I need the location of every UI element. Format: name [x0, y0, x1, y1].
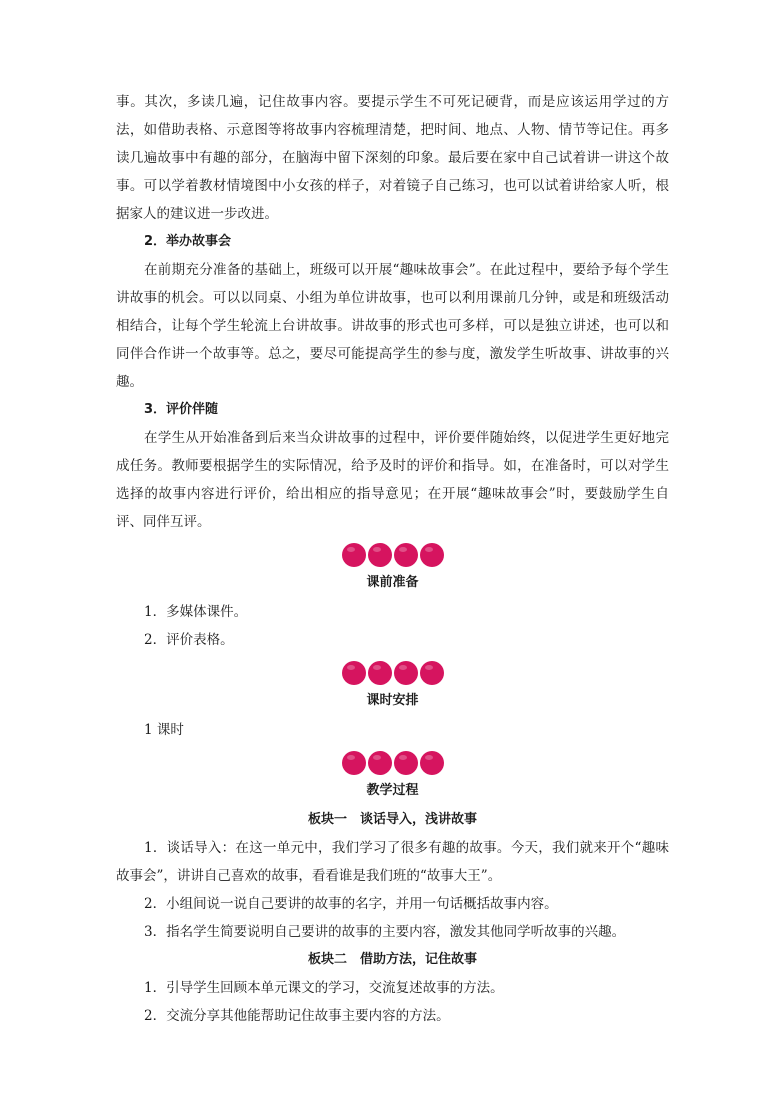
section-title-prep: 课前准备	[366, 575, 419, 590]
dot-icon	[342, 661, 366, 685]
section-prep	[116, 542, 669, 598]
block2-item: 1．引导学生回顾本单元课文的学习，交流复述故事的方法。	[144, 980, 504, 996]
intro-paragraph: 事。其次，多读几遍，记住故事内容。要提示学生不可死记硬背，而是应该运用学过的方法，如借助表格、示意图等将故事内容梳理清楚，把时间、地点、人物、情节等记住。再多读几遍故事中有趣的部分，在脑海中留下深刻的印象。最后要在家中自己试着讲一讲这个故事。可以学着教材情境图中小女孩的样子，对着镜子自己练习，也可以试着讲给家人听，根据家人的建议进一步改进。	[116, 94, 669, 222]
heading-evaluation: 3．评价伴随	[144, 402, 219, 417]
dot-icon	[420, 543, 444, 567]
dot-icon	[394, 543, 418, 567]
prep-item: 2．评价表格。	[144, 632, 234, 648]
schedule-text: 1 课时	[144, 722, 184, 738]
document-body	[116, 88, 669, 1030]
dot-icon	[368, 751, 392, 775]
block1-item: 1．谈话导入：在这一单元中，我们学习了很多有趣的故事。今天，我们就来开个“趣味故事会”，讲讲自己喜欢的故事，看看谁是我们班的“故事大王”。	[116, 840, 669, 884]
block1-item: 3．指名学生简要说明自己要讲的故事的主要内容，激发其他同学听故事的兴趣。	[144, 924, 626, 940]
section-marker-icon	[116, 542, 669, 568]
heading-hold-story-meeting: 2．举办故事会	[144, 234, 232, 249]
dot-icon	[394, 661, 418, 685]
dot-icon	[420, 751, 444, 775]
section-title-process: 教学过程	[366, 783, 419, 798]
block2-item: 2．交流分享其他能帮助记住故事主要内容的方法。	[144, 1008, 450, 1024]
section-process	[116, 750, 669, 806]
dot-icon	[394, 751, 418, 775]
section-marker-icon	[116, 750, 669, 776]
prep-item: 1．多媒体课件。	[144, 604, 248, 620]
block1-item: 2．小组间说一说自己要讲的故事的名字，并用一句话概括故事内容。	[144, 896, 558, 912]
block2-title: 板块二 借助方法，记住故事	[307, 952, 477, 967]
section-title-schedule: 课时安排	[366, 693, 419, 708]
section-schedule	[116, 660, 669, 716]
paragraph-story-meeting: 在前期充分准备的基础上，班级可以开展“趣味故事会”。在此过程中，要给予每个学生讲故事的机会。可以以同桌、小组为单位讲故事，也可以利用课前几分钟，或是和班级活动相结合，让每个学生轮流上台讲故事。讲故事的形式也可多样，可以是独立讲述，也可以和同伴合作讲一个故事等。总之，要尽可能提高学生的参与度，激发学生听故事、讲故事的兴趣。	[116, 262, 669, 390]
dot-icon	[368, 543, 392, 567]
block1-title: 板块一 谈话导入，浅讲故事	[307, 812, 477, 827]
dot-icon	[368, 661, 392, 685]
section-marker-icon	[116, 660, 669, 686]
dot-icon	[420, 661, 444, 685]
dot-icon	[342, 751, 366, 775]
paragraph-evaluation: 在学生从开始准备到后来当众讲故事的过程中，评价要伴随始终，以促进学生更好地完成任务。教师要根据学生的实际情况，给予及时的评价和指导。如，在准备时，可以对学生选择的故事内容进行评价，给出相应的指导意见；在开展“趣味故事会”时，要鼓励学生自评、同伴互评。	[116, 430, 669, 530]
dot-icon	[342, 543, 366, 567]
